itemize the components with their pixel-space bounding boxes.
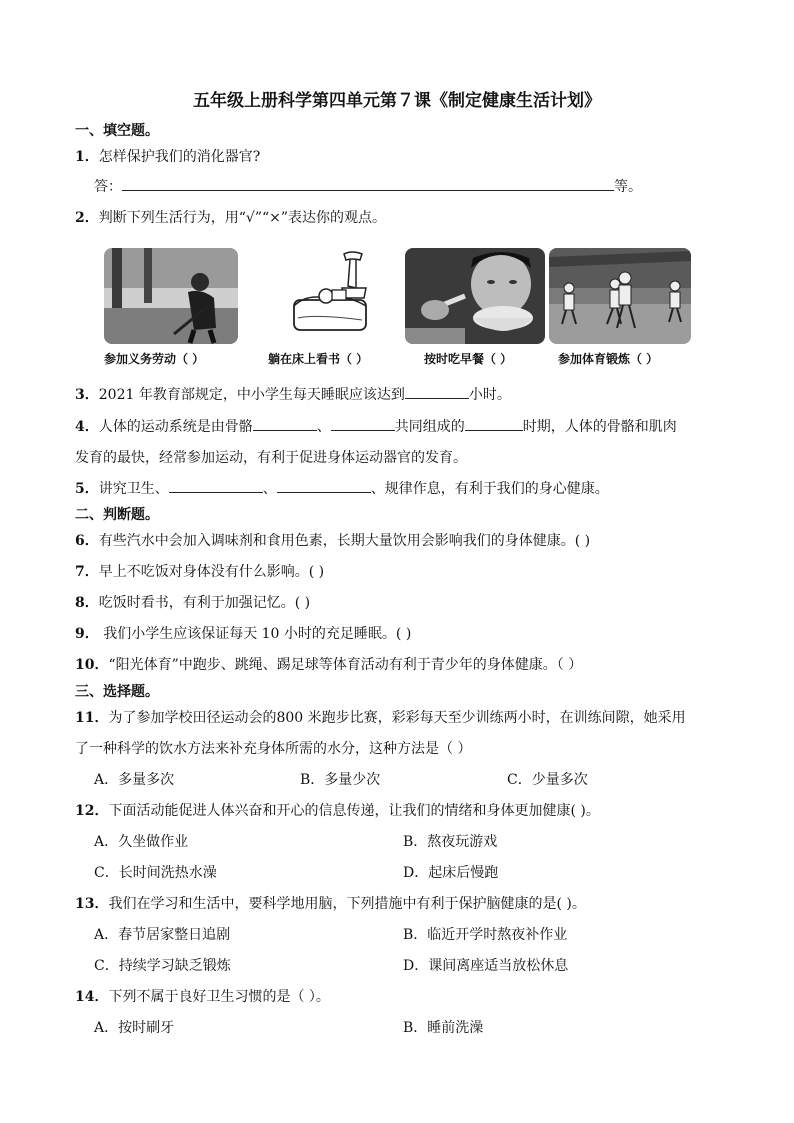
question-11-line2: 了一种科学的饮水方法来补充身体所需的水分，这种方法是（ ） [75,741,472,757]
question-number: 14． [75,989,109,1005]
answer-blank[interactable] [465,416,523,431]
caption-physical-exercise: 参加体育锻炼（ ） [558,352,659,366]
question-5 [75,478,609,498]
question-number: 10． [75,657,109,673]
question-text: 共同组成的 [394,419,465,435]
option-c[interactable]: C．持续学习缺乏锻炼 [94,958,231,974]
question-text: 判断下列生活行为，用“√”“×”表达你的观点。 [98,210,387,226]
question-number: 8． [75,595,99,611]
option-d[interactable]: D．课间离座适当放松休息 [403,958,569,974]
question-text: 下列不属于良好卫生习惯的是（ ）。 [108,989,330,1005]
question-4-line2: 发育的最快，经常参加运动，有利于促进身体运动器官的发育。 [75,450,467,466]
answer-blank[interactable] [169,478,263,493]
question-number: 6． [75,533,99,549]
question-text: 吃饭时看书，有利于加强记忆。( ) [98,595,311,611]
question-text: 早上不吃饭对身体没有什么影响。( ) [98,564,325,580]
question-number: 7． [75,564,99,580]
option-c[interactable]: C．长时间洗热水澡 [94,865,217,881]
caption-eating-breakfast: 按时吃早餐（ ） [424,352,513,366]
question-text: “阳光体育”中跑步、跳绳、踢足球等体育活动有利于青少年的身体健康。（ ） [108,657,583,673]
section-heading-judge: 二、判断题。 [75,507,159,523]
eating-breakfast-photo [405,248,545,344]
caption-reading-in-bed: 躺在床上看书（ ） [268,352,369,366]
answer-suffix: 等。 [614,179,642,195]
option-b[interactable]: B．睡前洗澡 [403,1020,484,1036]
question-text: 、规律作息，有利于我们的身心健康。 [370,481,609,497]
question-number: 1． [75,149,99,165]
option-a[interactable]: A．按时刷牙 [94,1020,175,1036]
question-14 [75,986,330,1006]
reading-in-bed-drawing [286,248,382,344]
question-text: 时期，人体的骨骼和肌肉 [522,419,677,435]
question-text: 我们在学习和生活中，要科学地用脑，下列措施中有利于保护脑健康的是( )。 [108,896,586,912]
answer-blank[interactable] [331,416,395,431]
option-b[interactable]: B．熬夜玩游戏 [403,834,498,850]
question-number: 5． [75,481,99,497]
question-1-answer [94,176,642,196]
question-number: 9． [75,626,99,642]
option-a[interactable]: A．久坐做作业 [94,834,189,850]
question-text: 我们小学生应该保证每天 10 小时的充足睡眠。( ) [103,626,412,642]
question-number: 13． [75,896,109,912]
question-4 [75,416,677,436]
option-d[interactable]: D．起床后慢跑 [403,865,499,881]
answer-blank[interactable] [277,478,371,493]
separator: 、 [262,481,277,497]
separator: 、 [316,419,331,435]
question-text: 为了参加学校田径运动会的800 米跑步比赛，彩彩每天至少训练两小时，在训练间隙，她采用 [108,710,686,726]
question-text: 下面活动能促进人体兴奋和开心的信息传递，让我们的情绪和身体更加健康( )。 [108,803,600,819]
option-a[interactable]: A．春节居家整日追剧 [94,927,231,943]
answer-blank[interactable] [253,416,317,431]
question-3 [75,384,511,404]
answer-prefix: 答： [94,179,122,195]
option-c[interactable]: C．少量多次 [507,772,588,788]
question-13 [75,893,586,913]
question-6 [75,530,590,550]
question-2 [75,207,386,227]
physical-exercise-photo [549,248,691,344]
volunteer-labor-photo [104,248,238,344]
option-b[interactable]: B．多量少次 [300,772,381,788]
section-heading-choice: 三、选择题。 [75,684,159,700]
question-number: 12． [75,803,109,819]
answer-blank[interactable] [122,176,614,191]
option-a[interactable]: A．多量多次 [94,772,175,788]
page-title: 五年级上册科学第四单元第７课《制定健康生活计划》 [193,91,601,111]
question-8 [75,592,310,612]
question-12 [75,800,600,820]
question-11 [75,707,686,727]
question-text: 讲究卫生、 [98,481,169,497]
question-1 [75,146,260,166]
question-number: 4． [75,419,99,435]
question-text: 有些汽水中会加入调味剂和食用色素，长期大量饮用会影响我们的身体健康。( ) [98,533,591,549]
question-text-end: 小时。 [468,387,511,403]
question-text: 人体的运动系统是由骨骼 [98,419,253,435]
question-number: 3． [75,387,99,403]
question-9 [75,623,411,643]
question-text: 怎样保护我们的消化器官? [98,149,261,165]
question-number: 11． [75,710,109,726]
section-heading-fill: 一、填空题。 [75,123,159,139]
answer-blank[interactable] [405,384,469,399]
question-text: 2021 年教育部规定，中小学生每天睡眠应该达到 [98,387,405,403]
caption-volunteer-labor: 参加义务劳动（ ） [104,352,205,366]
option-b[interactable]: B．临近开学时熬夜补作业 [403,927,568,943]
question-number: 2． [75,210,99,226]
question-10 [75,654,582,674]
question-7 [75,561,324,581]
